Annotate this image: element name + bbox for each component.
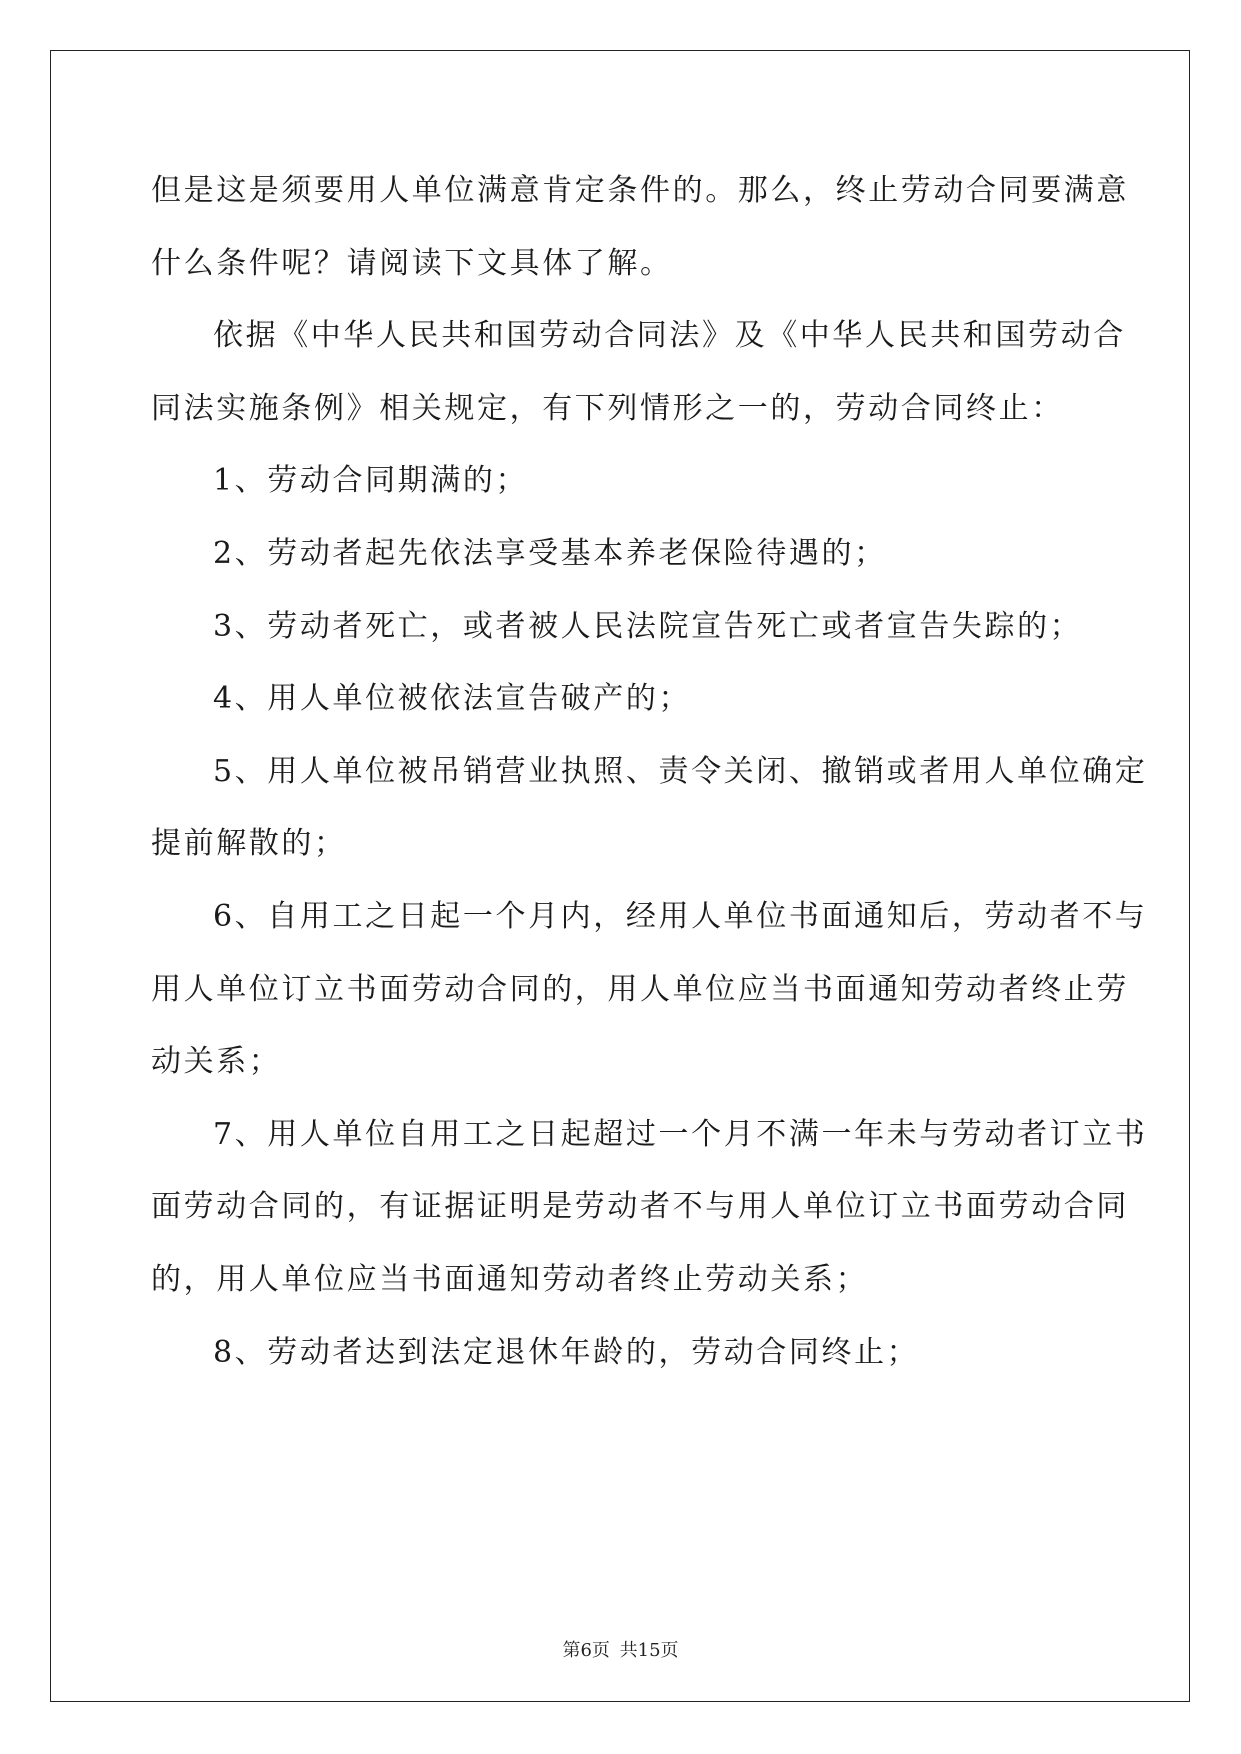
page-number: 第6页 bbox=[562, 1640, 610, 1661]
text-line: 的，用人单位应当书面通知劳动者终止劳动关系； bbox=[151, 1261, 869, 1297]
text-line: 8、劳动者达到法定退休年龄的，劳动合同终止； bbox=[213, 1334, 920, 1370]
text-line: 动关系； bbox=[151, 1044, 282, 1080]
text-line: 5、用人单位被吊销营业执照、责令关闭、撤销或者用人单位确定 bbox=[213, 753, 1148, 789]
text-line: 6、自用工之日起一个月内，经用人单位书面通知后，劳动者不与 bbox=[213, 898, 1148, 934]
text-line: 4、用人单位被依法宣告破产的； bbox=[213, 681, 692, 717]
page-total: 共15页 bbox=[619, 1640, 679, 1661]
text-line: 面劳动合同的，有证据证明是劳动者不与用人单位订立书面劳动合同 bbox=[151, 1189, 1129, 1225]
text-line: 但是这是须要用人单位满意肯定条件的。那么，终止劳动合同要满意 bbox=[151, 173, 1129, 208]
text-line: 依据《中华人民共和国劳动合同法》及《中华人民共和国劳动合 bbox=[213, 318, 1126, 354]
text-line: 用人单位订立书面劳动合同的，用人单位应当书面通知劳动者终止劳 bbox=[151, 971, 1129, 1007]
text-line: 同法实施条例》相关规定，有下列情形之一的，劳动合同终止： bbox=[151, 390, 1064, 426]
text-line: 2、劳动者起先依法享受基本养老保险待遇的； bbox=[213, 535, 887, 571]
text-line: 什么条件呢？请阅读下文具体了解。 bbox=[151, 245, 673, 281]
text-line: 7、用人单位自用工之日起超过一个月不满一年未与劳动者订立书 bbox=[213, 1116, 1148, 1152]
text-line: 3、劳动者死亡，或者被人民法院宣告死亡或者宣告失踪的； bbox=[213, 608, 1083, 644]
text-line: 1、劳动合同期满的； bbox=[213, 463, 529, 499]
text-line: 提前解散的； bbox=[151, 826, 347, 862]
document-body bbox=[151, 155, 1148, 1389]
page-footer bbox=[0, 1636, 1241, 1662]
